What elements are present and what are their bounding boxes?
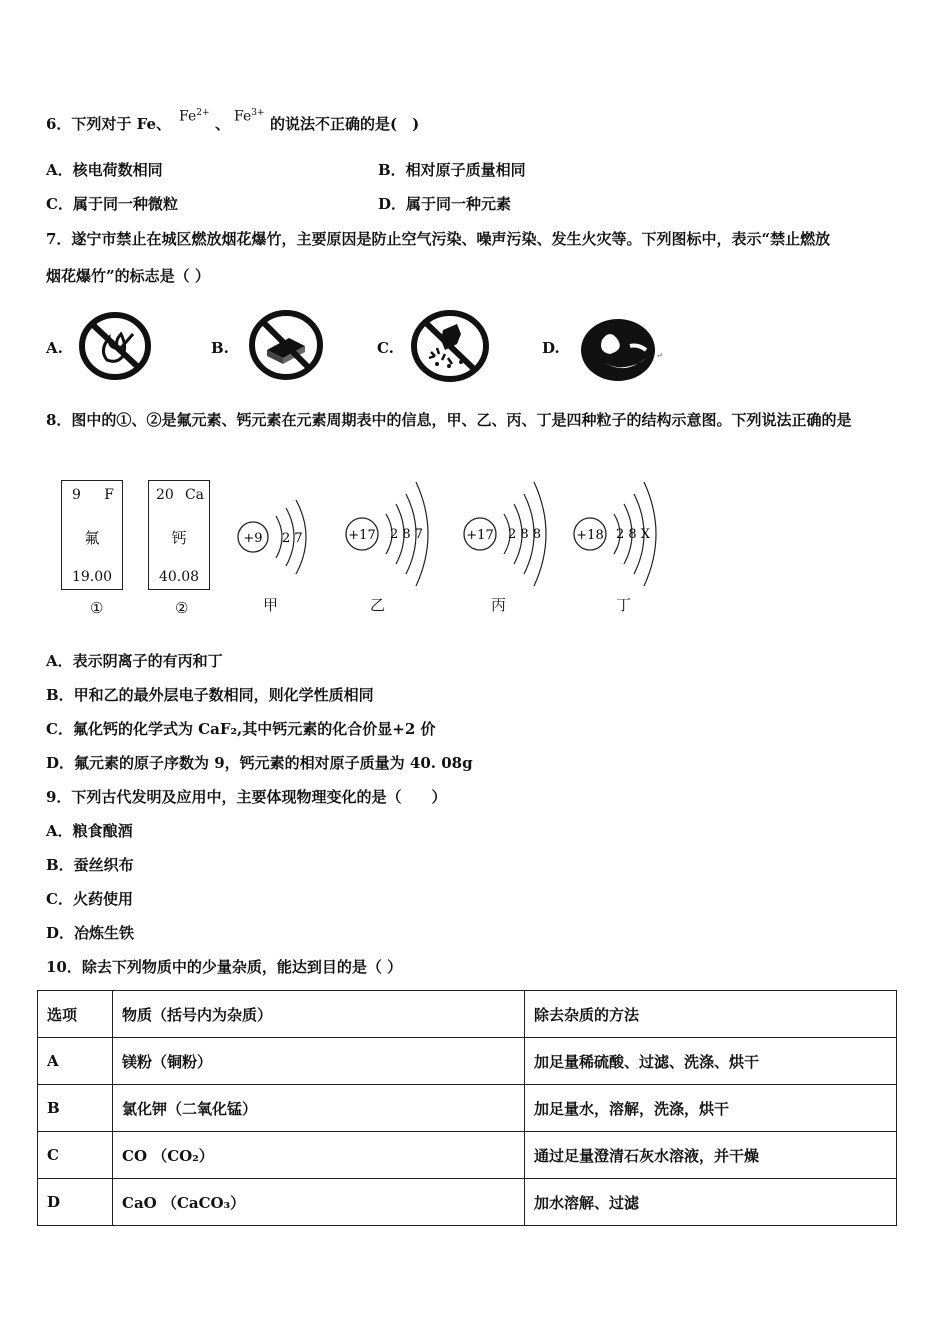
no-smoking-sign-icon[interactable] [247,308,325,382]
element-name: 氟 [84,529,100,547]
element-mass: 40.08 [158,569,200,585]
svg-text:↵: ↵ [656,351,663,360]
particle-ding-diagram [568,474,668,590]
q8-option-b[interactable]: B．甲和乙的最外层电子数相同，则化学性质相同 [46,686,374,704]
q8-stem: 8．图中的①、②是氟元素、钙元素在元素周期表中的信息，甲、乙、丙、丁是四种粒子的结构示意图。下列说法正确的是 [46,411,852,429]
table-row[interactable] [38,1085,897,1132]
table-cell-substance: 氯化钾（二氧化锰） [113,1085,525,1132]
no-fire-icon[interactable] [77,310,153,382]
table-header-cell: 物质（括号内为杂质） [113,991,525,1038]
shell-label: 2 8 8 [508,527,542,542]
table-cell-method: 通过足量澄清石灰水溶液，并干燥 [525,1132,897,1179]
q6-option-c[interactable]: C．属于同一种微粒 [46,195,178,213]
caption-1: ① [90,599,104,617]
caption-yi: 乙 [370,596,386,614]
table-cell-option: B [38,1085,113,1132]
q6-stem-part1: 6．下列对于 Fe、 [46,115,172,133]
q7-label-c[interactable]: C. [377,339,394,357]
table-cell-method: 加足量稀硫酸、过滤、洗涤、烘干 [525,1038,897,1085]
table-cell-option: C [38,1132,113,1179]
q6-option-a[interactable]: A．核电荷数相同 [46,161,163,179]
table-cell-option: A [38,1038,113,1085]
particle-yi-diagram [340,474,440,590]
q9-stem: 9．下列古代发明及应用中，主要体现物理变化的是（ ） [46,788,447,806]
q7-label-d[interactable]: D. [542,339,560,357]
caption-ding: 丁 [616,596,632,614]
element-name: 钙 [171,529,187,547]
element-number: 20 [156,487,174,503]
nucleus-label: +17 [466,528,494,543]
table-cell-substance: 镁粉（铜粉） [113,1038,525,1085]
caption-bing: 丙 [491,596,507,614]
water-saving-icon[interactable] [578,316,664,384]
table-cell-option: D [38,1179,113,1226]
shell-label: 2 7 [282,531,303,546]
table-row[interactable] [38,1179,897,1226]
q6-stem-part2: 的说法不正确的是( ) [270,115,420,133]
periodic-cell-calcium [148,480,210,590]
element-symbol: Ca [184,487,204,503]
caption-2: ② [175,599,189,617]
table-cell-substance: CaO （CaCO₃） [113,1179,525,1226]
q8-option-d[interactable]: D．氟元素的原子序数为 9，钙元素的相对原子质量为 40. 08g [46,754,473,772]
q7-stem-line1: 7．遂宁市禁止在城区燃放烟花爆竹，主要原因是防止空气污染、噪声污染、发生火灾等。下列图标中，表示“禁止燃放 [46,230,831,248]
table-header-cell: 除去杂质的方法 [525,991,897,1038]
table-header-row [38,991,897,1038]
q8-option-c[interactable]: C．氟化钙的化学式为 CaF₂,其中钙元素的化合价显+2 价 [46,720,436,738]
element-number: 9 [72,487,81,503]
particle-jia-diagram [232,488,312,584]
table-row[interactable] [38,1038,897,1085]
q7-label-b[interactable]: B. [211,339,229,357]
nucleus-label: +9 [243,531,263,546]
table-cell-method: 加水溶解、过滤 [525,1179,897,1226]
table-cell-substance: CO （CO₂） [113,1132,525,1179]
q6-separator: 、 [215,115,231,133]
nucleus-label: +17 [348,528,376,543]
q9-option-b[interactable]: B．蚕丝织布 [46,856,134,874]
q10-table [37,990,897,1226]
particle-bing-diagram [458,474,558,590]
q7-label-a[interactable]: A. [46,339,63,357]
nucleus-label: +18 [576,528,604,543]
q9-option-a[interactable]: A．粮食酿酒 [46,822,133,840]
no-fireworks-icon[interactable] [409,308,491,384]
table-row[interactable] [38,1132,897,1179]
q7-stem-line2: 烟花爆竹”的标志是（ ） [46,267,210,285]
element-mass: 19.00 [71,569,113,585]
periodic-cell-fluorine [61,480,123,590]
q8-option-a[interactable]: A．表示阴离子的有丙和丁 [46,652,223,670]
q10-stem: 10．除去下列物质中的少量杂质，能达到目的是（ ） [46,958,403,976]
q6-stem [46,114,171,134]
table-cell-method: 加足量水，溶解，洗涤，烘干 [525,1085,897,1132]
element-symbol: F [104,487,114,503]
q6-option-b[interactable]: B．相对原子质量相同 [378,161,526,179]
shell-label: 2 8 7 [390,527,424,542]
caption-jia: 甲 [263,596,279,614]
fe2-ion: $Fe^{2+}$ [179,108,210,125]
shell-label: 2 8 X [616,527,651,542]
q6-option-d[interactable]: D．属于同一种元素 [378,195,512,213]
q9-option-c[interactable]: C．火药使用 [46,890,133,908]
q9-option-d[interactable]: D．冶炼生铁 [46,924,135,942]
fe3-ion: $Fe^{3+}$ [234,108,265,125]
table-header-cell: 选项 [38,991,113,1038]
